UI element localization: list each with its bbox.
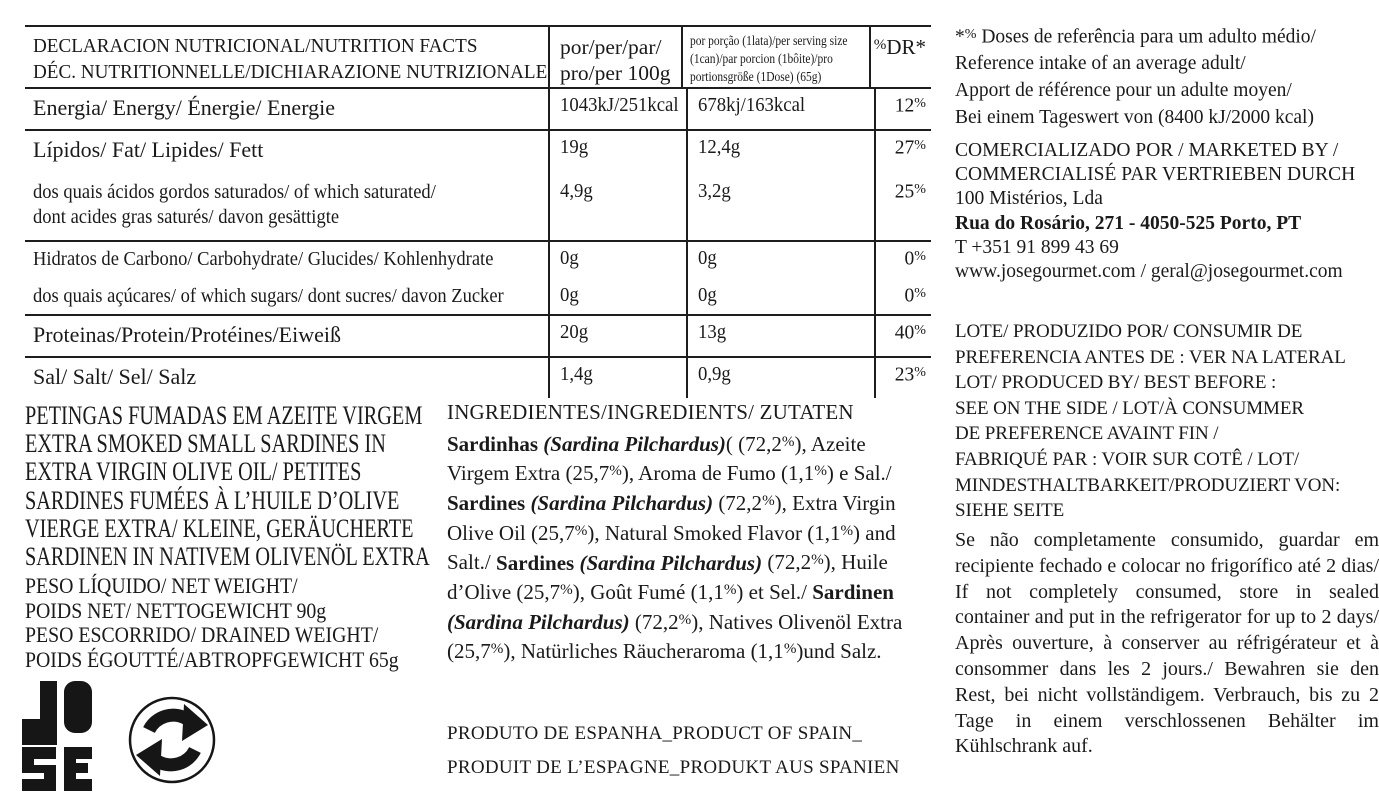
- text-line: DE PREFERENCE AVAINT FIN /: [955, 423, 1219, 445]
- ingredient-segment: (72,2%), Extra Virgin Olive Oil (25,7%), Natural Smoked Flavor (1,1%) and Salt./: [447, 491, 896, 575]
- text-line: por/per/par/: [560, 35, 662, 59]
- ingredient-segment: (72,2%), Huile d’Olive (25,7%), Goût Fumé (1,1%) et Sel./: [447, 550, 888, 604]
- value-per-100g: 1,4g: [548, 358, 686, 398]
- text-line: Reference intake of an average adult/: [955, 53, 1246, 75]
- text-line: LOT/ PRODUCED BY/ BEST BEFORE :: [955, 372, 1277, 394]
- jose-logo-icon: [22, 681, 92, 792]
- text-line: PRODUIT DE L’ESPAGNE_PRODUKT AUS SPANIEN: [447, 757, 900, 778]
- storage-advice: Se não completamente consumido, guardar em recipiente fechado e colocar no frigorífico até 2 dias/ If not completely consumed, store in sealed container and put in the refrigerator for up to 2 days/ Après ouverture, à conserver au réfrigérateur et à consommer dans les 2 jours./ Bewahren sie den Rest, bei nicht vollständigem. Verbrauch, bis zu 2 Tage in einem verschlossenen Behälter im Kühlschrank auf.: [955, 529, 1379, 758]
- text-line: PESO ESCORRIDO/ DRAINED WEIGHT/: [25, 622, 379, 648]
- nutrition-row: [25, 358, 931, 398]
- ingredients-text: [447, 429, 913, 666]
- text-line: Bei einem Tageswert von (8400 kJ/2000 kcal): [955, 107, 1314, 129]
- column-header-per-100g: [548, 27, 681, 87]
- text-line: *% Doses de referência para um adulto médio/: [955, 26, 1316, 48]
- text-line: www.josegourmet.com / geral@josegourmet.com: [955, 261, 1343, 283]
- text-line: POIDS ÉGOUTTÉ/ABTROPFGEWICHT 65g: [25, 646, 399, 672]
- value-percent-dr: 23%: [874, 358, 931, 398]
- green-dot-recycling-icon: [128, 696, 216, 789]
- marketed-by-block: [955, 139, 1379, 284]
- text-line: PRODUTO DE ESPANHA_PRODUCT OF SPAIN_: [447, 723, 863, 744]
- nutrition-row: [25, 242, 931, 279]
- green-dot-icon: [128, 696, 216, 784]
- nutrition-row: [25, 279, 931, 316]
- value-per-100g: 0g: [548, 279, 686, 314]
- ingredient-segment: Sardines: [447, 491, 531, 516]
- nutrient-label: Proteinas/Protein/Protéines/Eiweiß: [33, 322, 341, 347]
- ingredient-segment: (Sardina Pilchardus): [543, 431, 726, 456]
- text-line: PESO LÍQUIDO/ NET WEIGHT/: [25, 573, 298, 598]
- value-percent-dr: 0%: [874, 279, 931, 314]
- value-per-serving: 13g: [686, 316, 874, 356]
- value-per-100g: 4,9g: [548, 175, 686, 240]
- nutrient-label: Lípidos/ Fat/ Lipides/ Fett: [33, 137, 264, 162]
- nutrition-row: [25, 175, 931, 242]
- ingredient-segment: (Sardina Pilchardus): [579, 550, 763, 575]
- value-per-serving: 0g: [686, 242, 874, 279]
- value-per-100g: 20g: [548, 316, 686, 356]
- nutrition-row: [25, 316, 931, 358]
- text-line: FABRIQUÉ PAR : VOIR SUR COTÊ / LOT/: [955, 448, 1300, 470]
- value-percent-dr: 27%: [874, 131, 931, 175]
- value-per-serving: 678kj/163kcal: [686, 89, 874, 129]
- text-line: (1can)/par porcion (1bôite)/pro: [689, 52, 833, 68]
- ingredient-segment: (Sardina Pilchardus): [447, 609, 630, 634]
- text-line: SARDINES FUMÉES À L’HUILE D’OLIVE: [25, 485, 400, 515]
- ingredient-segment: Sardinen: [812, 579, 894, 604]
- text-line: SARDINEN IN NATIVEM OLIVENÖL EXTRA: [25, 542, 430, 572]
- column-header-percent-dr: %DR*: [869, 27, 931, 87]
- text-line: LOTE/ PRODUZIDO POR/ CONSUMIR DE: [955, 321, 1303, 342]
- ingredients-block: [447, 400, 913, 666]
- value-percent-dr: 0%: [874, 242, 931, 279]
- text-line: portionsgröße (1Dose) (65g): [689, 70, 822, 86]
- text-line: T +351 91 899 43 69: [955, 236, 1119, 258]
- text-line: PETINGAS FUMADAS EM AZEITE VIRGEM: [25, 401, 423, 430]
- text-line: por porção (1lata)/per serving size: [689, 34, 848, 49]
- net-drained-weight: [25, 574, 448, 672]
- text-line: VIERGE EXTRA/ KLEINE, GERÄUCHERTE: [25, 513, 414, 543]
- nutrition-row: [25, 131, 931, 175]
- value-percent-dr: 40%: [874, 316, 931, 356]
- nutrition-table: [25, 25, 931, 398]
- text-line: COMERCIALIZADO POR / MARKETED BY /: [955, 140, 1339, 161]
- text-line: DÉC. NUTRITIONNELLE/DICHIARAZIONE NUTRIZIONALE: [33, 62, 548, 83]
- value-per-serving: 12,4g: [686, 131, 874, 175]
- lot-best-before-block: [955, 319, 1379, 524]
- nutrient-label: Energia/ Energy/ Énergie/ Energie: [33, 95, 335, 120]
- value-per-serving: 0g: [686, 279, 874, 314]
- value-per-serving: 0,9g: [686, 358, 874, 398]
- ingredients-header: INGREDIENTES/INGREDIENTS/ ZUTATEN: [447, 400, 854, 424]
- jose-brand-logo: [22, 681, 92, 797]
- text-line: Apport de référence pour un adulte moyen/: [955, 80, 1292, 102]
- value-percent-dr: 25%: [874, 175, 931, 240]
- ingredient-segment: ( (72,2%), Azeite Virgem Extra (25,7%), Aroma de Fumo (1,1%) e Sal./: [447, 431, 892, 486]
- text-line: POIDS NET/ NETTOGEWICHT 90g: [25, 597, 327, 623]
- text-line: DECLARACION NUTRICIONAL/NUTRITION FACTS: [33, 36, 478, 57]
- ingredient-segment: Sardinhas: [447, 431, 544, 456]
- text-line: SEE ON THE SIDE / LOT/À CONSUMMER: [955, 397, 1304, 419]
- value-percent-dr: 12%: [874, 89, 931, 129]
- text-line: PREFERENCIA ANTES DE : VER NA LATERAL: [955, 346, 1346, 368]
- value-per-100g: 1043kJ/251kcal: [548, 89, 686, 129]
- ingredient-segment: (72,2%), Natives Olivenöl Extra (25,7%), Natürliches Räucheraroma (1,1%)und Salz.: [447, 609, 903, 664]
- nutrient-label: Hidratos de Carbono/ Carbohydrate/ Glucides/ Kohlenhydrate: [33, 249, 494, 270]
- reference-intake-note: [955, 21, 1379, 131]
- nutrition-row: [25, 89, 931, 131]
- text-line: EXTRA SMOKED SMALL SARDINES IN: [25, 429, 386, 459]
- country-of-origin: [447, 717, 900, 785]
- ingredient-segment: (Sardina Pilchardus): [530, 491, 714, 516]
- text-line: COMMERCIALISÉ PAR VERTRIEBEN DURCH: [955, 164, 1356, 186]
- nutrition-table-body: [25, 89, 931, 398]
- text-line: SIEHE SEITE: [955, 500, 1065, 522]
- text-line: MINDESTHALTBARKEIT/PRODUZIERT VON:: [955, 474, 1341, 496]
- nutrient-label: dos quais açúcares/ of which sugars/ dont sucres/ davon Zucker: [33, 286, 504, 307]
- column-header-per-serving: [681, 27, 869, 87]
- nutrient-label: dos quais ácidos gordos saturados/ of which saturated/ dont acides gras saturés/ davon gesättigte: [33, 182, 436, 228]
- nutrition-table-header: [25, 27, 931, 89]
- text-line: Rua do Rosário, 271 - 4050-525 Porto, PT: [955, 212, 1302, 234]
- text-line: 100 Mistérios, Lda: [955, 188, 1103, 210]
- text-line: EXTRA VIRGIN OLIVE OIL/ PETITES: [25, 457, 362, 487]
- product-name: [25, 402, 431, 571]
- table-title: [25, 27, 548, 87]
- value-per-100g: 0g: [548, 242, 686, 279]
- value-per-100g: 19g: [548, 131, 686, 175]
- text-line: pro/per 100g: [560, 61, 671, 85]
- value-per-serving: 3,2g: [686, 175, 874, 240]
- ingredient-segment: Sardines: [496, 550, 580, 575]
- nutrient-label: Sal/ Salt/ Sel/ Salz: [33, 364, 197, 389]
